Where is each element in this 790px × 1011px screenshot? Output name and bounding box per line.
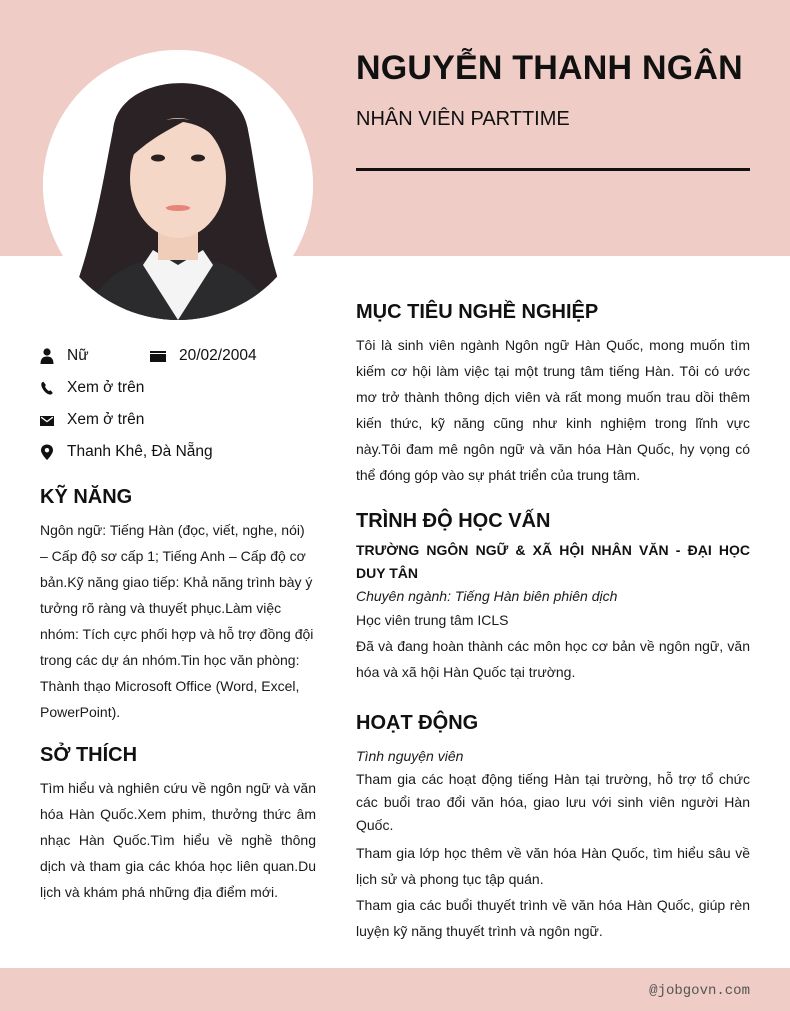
- activity-item: Tham gia lớp học thêm về văn hóa Hàn Quốc, tìm hiểu sâu về lịch sử và phong tục tập quán.: [356, 845, 750, 887]
- person-icon: [40, 348, 54, 364]
- email-value: Xem ở trên: [67, 411, 145, 428]
- phone-value: Xem ở trên: [67, 379, 145, 396]
- phone-icon: [40, 380, 54, 396]
- hobbies-title: SỞ THÍCH: [40, 744, 138, 766]
- education-extra: Học viên trung tâm ICLS: [356, 612, 509, 628]
- objective-title: MỤC TIÊU NGHỀ NGHIỆP: [356, 301, 599, 323]
- profile-photo: [43, 50, 313, 320]
- address-value: Thanh Khê, Đà Nẵng: [67, 443, 213, 460]
- footer-watermark: @jobgovn.com: [649, 983, 750, 999]
- objective-text: Tôi là sinh viên ngành Ngôn ngữ Hàn Quốc, mong muốn tìm kiếm cơ hội làm việc tại một trung tâm tiếng Hàn. Tôi có ước mơ trở thành thông dịch viên và rất mong muốn trau dồi thêm kiến thức, kỹ năng cũng như kinh nghiệm trong lĩnh vực này.Tôi đam mê ngôn ngữ và văn hóa Hàn Quốc, hy vọng có thể đóng góp vào sự phát triển của trung tâm.: [356, 337, 750, 483]
- hobbies-section: [40, 744, 316, 905]
- school-name: TRƯỜNG NGÔN NGỮ & XÃ HỘI NHÂN VĂN - ĐẠI HỌC DUY TÂN: [356, 542, 750, 581]
- hobbies-text: Tìm hiểu và nghiên cứu về ngôn ngữ và văn hóa Hàn Quốc.Xem phim, thưởng thức âm nhạc Hàn Quốc.Tìm hiểu về nghề thông dịch và tham gia các khóa học liên quan.Du lịch và khám phá những địa điểm mới.: [40, 780, 316, 900]
- mail-icon: [40, 412, 54, 428]
- skills-text: Ngôn ngữ: Tiếng Hàn (đọc, viết, nghe, nói) – Cấp độ sơ cấp 1; Tiếng Anh – Cấp độ cơ bản.Kỹ năng giao tiếp: Khả năng trình bày ý tưởng rõ ràng và thuyết phục.Làm việc nhóm: Tích cực phối hợp và hỗ trợ đồng đội trong các dự án nhóm.Tin học văn phòng: Thành thạo Microsoft Office (Word, Excel, PowerPoint).: [40, 522, 314, 720]
- activities-section: [356, 712, 750, 944]
- activity-item: Tham gia các buổi thuyết trình về văn hóa Hàn Quốc, giúp rèn luyện kỹ năng thuyết trình và ngôn ngữ.: [356, 897, 750, 939]
- skills-section: [40, 486, 316, 725]
- birthday-field: [150, 347, 257, 365]
- contact-info: [40, 340, 320, 468]
- activity-role: Tình nguyện viên: [356, 748, 464, 764]
- education-section: [356, 510, 750, 685]
- education-title: TRÌNH ĐỘ HỌC VẤN: [356, 510, 551, 532]
- contact-row-phone: [40, 372, 320, 404]
- birthday-value: 20/02/2004: [179, 347, 257, 364]
- activities-title: HOẠT ĐỘNG: [356, 712, 479, 734]
- contact-row-address: [40, 436, 320, 468]
- objective-section: [356, 301, 750, 488]
- calendar-icon: [150, 348, 166, 364]
- location-pin-icon: [40, 444, 54, 460]
- contact-row-email: [40, 404, 320, 436]
- education-major: Chuyên ngành: Tiếng Hàn biên phiên dịch: [356, 588, 618, 604]
- activity-item: Tham gia các hoạt động tiếng Hàn tại trường, hỗ trợ tổ chức các buổi trao đổi văn hóa, giao lưu với sinh viên người Hàn Quốc.: [356, 771, 750, 833]
- header-divider: [356, 168, 750, 171]
- job-title: NHÂN VIÊN PARTTIME: [356, 108, 570, 130]
- education-description: Đã và đang hoàn thành các môn học cơ bản về ngôn ngữ, văn hóa và xã hội Hàn Quốc tại trường.: [356, 638, 750, 680]
- skills-title: KỸ NĂNG: [40, 486, 133, 508]
- contact-row-gender-birthday: [40, 340, 320, 372]
- gender-value: Nữ: [67, 347, 89, 364]
- gender-field: [40, 347, 150, 365]
- candidate-name: NGUYỄN THANH NGÂN: [356, 49, 743, 87]
- portrait-illustration: [43, 50, 313, 320]
